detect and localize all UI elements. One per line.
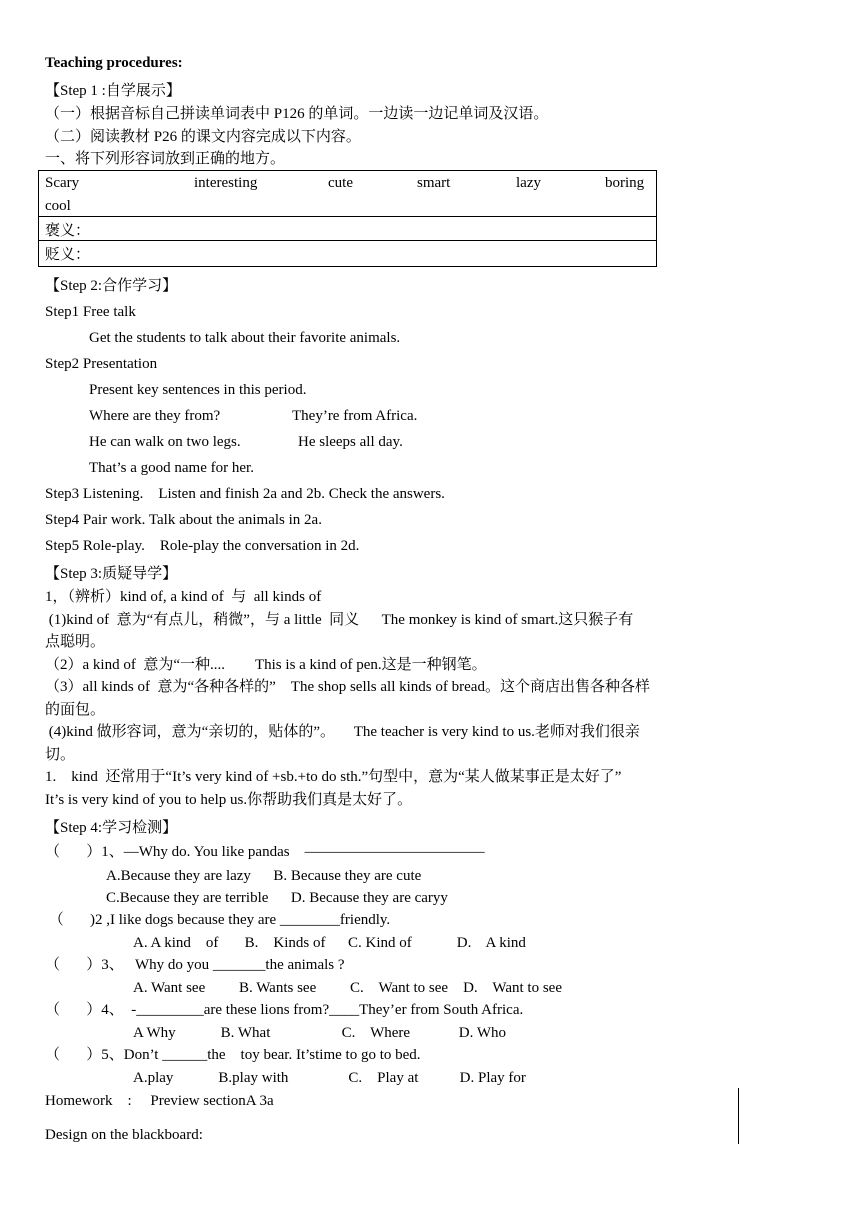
quiz-q2-options: A. A kind of B. Kinds of C. Kind of D. A kind xyxy=(133,935,526,951)
step3-line-6: 的面包。 xyxy=(45,702,106,718)
word-cell: cute xyxy=(328,175,353,191)
step3-line-4: （2）a kind of 意为“一种.... This is a kind of pen.这是一种钢笔。 xyxy=(45,657,487,673)
word-cell: interesting xyxy=(194,175,258,191)
step3-line-7: (4)kind 做形容词，意为“亲切的，贴体的”。 The teacher is very kind to us.老师对我们很亲 xyxy=(45,724,640,740)
step3-line-5: （3）all kinds of 意为“各种各样的” The shop sells all kinds of bread。这个商店出售各种各样 xyxy=(45,679,650,695)
positive-row xyxy=(39,217,656,241)
step3-header: 【Step 3:质疑导学】 xyxy=(45,566,178,582)
quiz-q5-options: A.play B.play with C. Play at D. Play for xyxy=(133,1070,526,1086)
page-title: Teaching procedures: xyxy=(45,55,183,71)
positive-label: 褒义： xyxy=(45,223,91,239)
step2-s4: Step4 Pair work. Talk about the animals in 2a. xyxy=(45,512,322,528)
word-cell: smart xyxy=(417,175,451,191)
negative-label: 贬义： xyxy=(45,247,91,263)
quiz-q1-options-a: A.Because they are lazy B. Because they are cute xyxy=(106,868,422,884)
quiz-q4-options: A Why B. What C. Where D. Who xyxy=(133,1025,507,1041)
word-cell: lazy xyxy=(516,175,541,191)
step2-a1: They’re from Africa. xyxy=(292,408,418,424)
step3-line-1: 1，（辨析）kind of, a kind of 与 all kinds of xyxy=(45,589,322,605)
quiz-question-5: （ ）5、Don’t ______the toy bear. It’stime to go to bed. xyxy=(45,1047,421,1063)
step3-line-3: 点聪明。 xyxy=(45,634,106,650)
step2-q1: Where are they from? xyxy=(89,408,221,424)
step2-q3: That’s a good name for her. xyxy=(89,460,254,476)
step3-line-9: 1. kind 还常用于“It’s very kind of +sb.+to do sth.”句型中，意为“某人做某事正是太好了” xyxy=(45,769,622,785)
negative-row xyxy=(39,241,656,266)
step1-line-2: （二）阅读教材 P26 的课文内容完成以下内容。 xyxy=(45,129,361,145)
step1-line-1: （一）根据音标自己拼读单词表中 P126 的单词。一边读一边记单词及汉语。 xyxy=(45,106,549,122)
word-cell: cool xyxy=(45,198,71,214)
step1-line-3: 一、将下列形容词放到正确的地方。 xyxy=(45,151,286,167)
homework-line: Homework : Preview sectionA 3a xyxy=(45,1093,274,1109)
quiz-question-1: （ ）1、—Why do. You like pandas ———————————— xyxy=(45,844,485,860)
quiz-question-3: （ ）3、 Why do you _______the animals ? xyxy=(45,957,345,973)
blackboard-design-label: Design on the blackboard: xyxy=(45,1127,203,1143)
step2-header: 【Step 2:合作学习】 xyxy=(45,278,178,294)
quiz-q3-options: A. Want see B. Wants see C. Want to see D. Want to see xyxy=(133,980,563,996)
step2-a2: He sleeps all day. xyxy=(298,434,403,450)
adjective-table xyxy=(38,170,657,267)
quiz-q1-options-b: C.Because they are terrible D. Because they are caryy xyxy=(106,890,448,906)
word-cell: boring xyxy=(605,175,645,191)
quiz-question-4: （ ）4、 -_________are these lions from?____They’er from South Africa. xyxy=(45,1002,524,1018)
step4-header: 【Step 4:学习检测】 xyxy=(45,820,178,836)
adjective-words-row xyxy=(39,171,656,217)
word-cell: Scary xyxy=(45,175,80,191)
step3-line-10: It’s is very kind of you to help us.你帮助我们真是太好了。 xyxy=(45,792,413,808)
step2-s1: Step1 Free talk xyxy=(45,304,136,320)
step3-line-2: (1)kind of 意为“有点儿，稍微”，与 a little 同义 The monkey is kind of smart.这只猴子有 xyxy=(45,612,634,628)
step2-s1-detail: Get the students to talk about their favorite animals. xyxy=(89,330,401,346)
step2-q2: He can walk on two legs. xyxy=(89,434,241,450)
vertical-divider xyxy=(738,1088,739,1144)
step2-s3: Step3 Listening. Listen and finish 2a and 2b. Check the answers. xyxy=(45,486,445,502)
step3-line-8: 切。 xyxy=(45,747,76,763)
step2-s2: Step2 Presentation xyxy=(45,356,158,372)
step1-header: 【Step 1 :自学展示】 xyxy=(45,83,181,99)
step2-s2-detail: Present key sentences in this period. xyxy=(89,382,307,398)
quiz-question-2: （ )2 ,I like dogs because they are ________friendly. xyxy=(45,912,391,928)
step2-s5: Step5 Role-play. Role-play the conversation in 2d. xyxy=(45,538,360,554)
